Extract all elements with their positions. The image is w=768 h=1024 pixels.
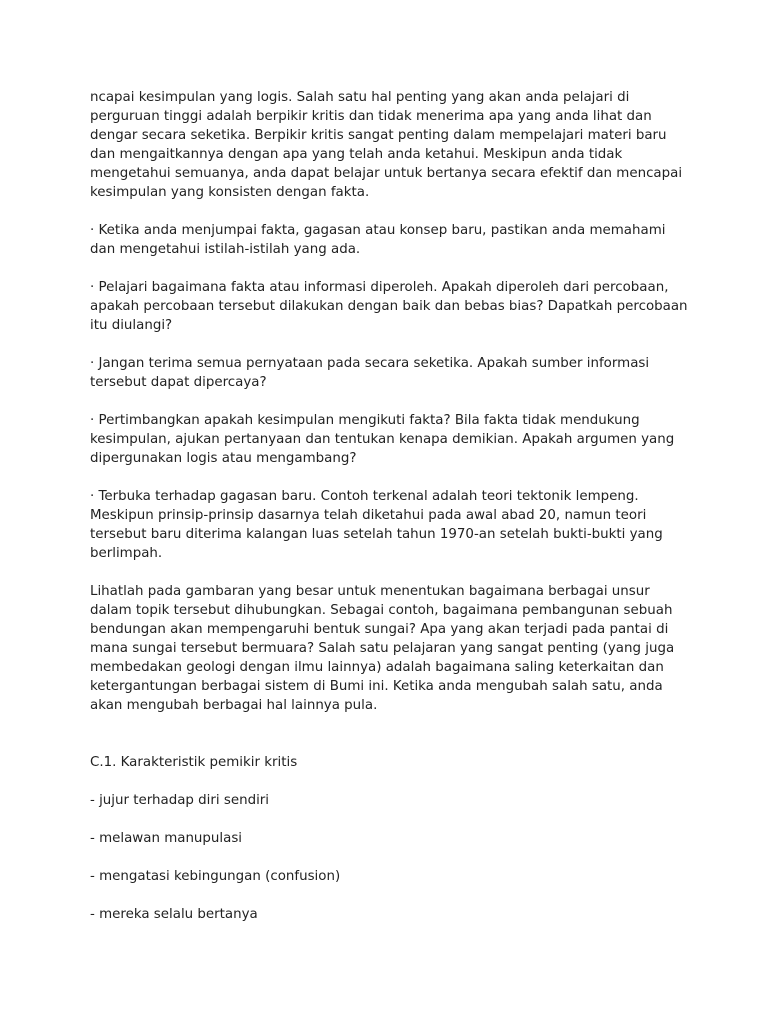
document-page (90, 88, 690, 943)
intro-paragraph: ncapai kesimpulan yang logis. Salah satu hal penting yang akan anda pelajari di perguruan tinggi adalah berpikir kritis dan tidak menerima apa yang anda lihat dan dengar secara seketika. Berpikir kritis sangat penting dalam mempelajari materi baru dan mengaitkannya dengan apa yang telah anda ketahui. Meskipun anda tidak mengetahui semuanya, anda dapat belajar untuk bertanya secara efektif dan mencapai kesimpulan yang konsisten dengan fakta. (90, 90, 683, 200)
bullet-paragraph-sources: · Pelajari bagaimana fakta atau informasi diperoleh. Apakah diperoleh dari percobaan, apakah percobaan tersebut dilakukan dengan baik dan bebas bias? Dapatkah percobaan itu diulangi? (90, 280, 688, 333)
list-item: - mereka selalu bertanya (90, 907, 258, 922)
list-item: - melawan manupulasi (90, 831, 243, 846)
list-item: - mengatasi kebingungan (confusion) (90, 869, 341, 884)
bullet-paragraph-new-ideas: · Terbuka terhadap gagasan baru. Contoh terkenal adalah teori tektonik lempeng. Meskipun prinsip-prinsip dasarnya telah diketahui pada awal abad 20, namun teori tersebut baru diterima kalangan luas setelah tahun 1970-an setelah bukti-bukti yang berlimpah. (90, 489, 663, 561)
section-heading: C.1. Karakteristik pemikir kritis (90, 755, 298, 770)
list-item: - jujur terhadap diri sendiri (90, 793, 270, 808)
bullet-paragraph-facts: · Ketika anda menjumpai fakta, gagasan atau konsep baru, pastikan anda memahami dan mengetahui istilah-istilah yang ada. (90, 223, 666, 257)
big-picture-paragraph: Lihatlah pada gambaran yang besar untuk menentukan bagaimana berbagai unsur dalam topik tersebut dihubungkan. Sebagai contoh, bagaimana pembangunan sebuah bendungan akan mempengaruhi bentuk sungai? Apa yang akan terjadi pada pantai di mana sungai tersebut bermuara? Salah satu pelajaran yang sangat penting (yang juga membedakan geologi dengan ilmu lainnya) adalah bagaimana saling keterkaitan dan ketergantungan berbagai sistem di Bumi ini. Ketika anda mengubah salah satu, anda akan mengubah berbagai hal lainnya pula. (90, 584, 675, 713)
bullet-paragraph-conclusions: · Pertimbangkan apakah kesimpulan mengikuti fakta? Bila fakta tidak mendukung kesimpulan, ajukan pertanyaan dan tentukan kenapa demikian. Apakah argumen yang dipergunakan logis atau mengambang? (90, 413, 675, 466)
bullet-paragraph-statements: · Jangan terima semua pernyataan pada secara seketika. Apakah sumber informasi tersebut dapat dipercaya? (90, 356, 650, 390)
